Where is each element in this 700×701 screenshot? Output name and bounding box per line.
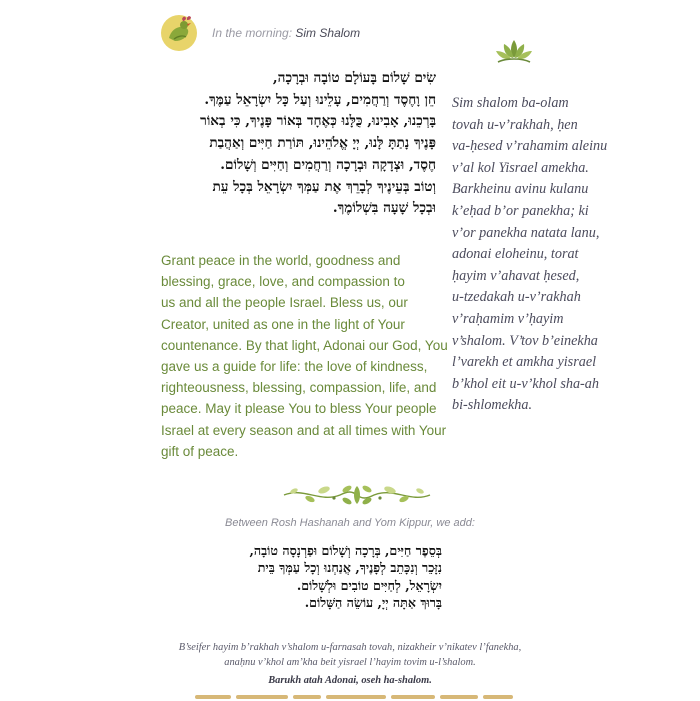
hebrew-line: נִזָּכֵר וְנִכָּתֵב לְפָנֶיךָ, אֲנַחְנוּ וְכָל עַמְּךָ בֵּית [257,560,442,576]
hebrew-line: פָּנֶיךָ נָתַתָּ לָּנוּ, יְיָ אֱלֹהֵינוּ, תּוֹרַת חַיִּים וְאַהֲבַת [209,135,436,152]
hebrew-line: חֶסֶד, וּצְדָקָה וּבְרָכָה וְרַחֲמִים וְחַיִּים וְשָׁלוֹם. [220,156,436,173]
bottom-decoration [195,695,525,701]
transliteration-line: ḥayim v’ahavat ḥesed, [452,267,580,284]
hebrew-line: בָּרְכֵנוּ, אָבִינוּ, כֻּלָּנוּ כְּאֶחָד בְּאוֹר פָּנֶיךָ, כִּי בְאוֹר [200,113,436,130]
translation-line: Grant peace in the world, goodness and [161,253,401,268]
transliteration-line: v’al kol Yisrael amekha. [452,159,589,176]
header-caption [212,26,360,40]
transliteration-line: l’varekh et amkha yisrael [452,354,597,371]
blessing-line: Barukh atah Adonai, oseh ha-shalom. [268,675,432,687]
transliteration-line: k’eḥad b’or panekha; ki [452,202,589,219]
transliteration-line: tovah u-v’rakhah, ḥen [452,116,578,133]
hebrew-line: וְטוֹב בְּעֵינֶיךָ לְבָרֵךְ אֶת עַמְּךָ יִשְׂרָאֵל בְּכָל עֵת [212,178,436,195]
transliteration-line: v’shalom. V’tov b’einekha [452,332,598,349]
hebrew-line: וּבְכָל שָׁעָה בִּשְׁלוֹמֶךָ. [332,200,436,217]
transliteration-line: bi-shlomekha. [452,397,532,414]
hebrew-line: בְּסֵפֶר חַיִּים, בְּרָכָה וְשָׁלוֹם וּפַרְנָסָה טוֹבָה, [249,543,442,558]
transliteration-line: adonai eloheinu, torat [452,246,579,263]
hebrew-line: יִשְׂרָאֵל, לְחַיִּים טוֹבִים וּלְשָׁלוֹם. [296,577,442,593]
translation-line: righteousness, blessing, compassion, life, and [161,380,437,396]
hebrew-addition [249,542,442,612]
translation-line: Creator, united as one in the light of Your [161,316,405,332]
hebrew-line: שִׂים שָׁלוֹם בָּעוֹלָם טוֹבָה וּבְרָכָה, [272,70,436,86]
transliteration-line: v’or panekha natata lanu, [452,224,600,241]
transliteration-line: anaḥnu v’khol am’kha beit yisrael l’hayim tovim u-l’shalom. [224,656,476,668]
transliteration [452,93,652,417]
transliteration-line: B’seifer hayim b’rakhah v’shalom u-farnasah tovah, nizakheir v’nikatev l’fanekha, [178,642,522,653]
section-caption: Between Rosh Hashanah and Yom Kippur, we add: [225,517,475,529]
bird-logo-icon [160,14,198,52]
english-translation [161,250,448,462]
addition-transliteration [0,641,700,689]
translation-line: us and all the people Israel. Bless us, our [161,295,408,311]
transliteration-line: v’raḥamim v’ḥayim [452,310,564,327]
translation-line: Israel at every season and at all times with Your [161,422,447,438]
transliteration-line: va-ḥesed v’rahamim aleinu [452,138,608,155]
page-title: Sim Shalom [295,26,361,40]
transliteration-line: b’khol eit u-v’khol sha-ah [452,375,599,392]
transliteration-line: u-tzedakah u-v’rakhah [452,289,581,306]
hebrew-line: חֵן וָחֶסֶד וְרַחֲמִים, עָלֵינוּ וְעַל כָּל יִשְׂרָאֵל עַמֶּךָ. [204,91,436,108]
hebrew-prayer [158,68,436,220]
translation-line: gave us a guide for life: the love of kindness, [161,359,428,375]
transliteration-line: Barkheinu avinu kulanu [452,181,589,198]
translation-line: gift of peace. [161,443,239,459]
translation-line: countenance. By that light, Adonai our God, You [161,337,448,353]
vine-divider-icon [280,478,434,512]
lotus-icon [492,38,536,66]
translation-line: peace. May it please You to bless Your people [161,401,437,417]
translation-line: blessing, grace, love, and compassion to [161,274,405,290]
header-prefix: In the morning: [212,26,293,40]
hebrew-line: בָּרוּךְ אַתָּה יְיָ, עוֹשֵׂה הַשָּׁלוֹם. [304,595,442,611]
transliteration-line: Sim shalom ba-olam [452,95,569,111]
